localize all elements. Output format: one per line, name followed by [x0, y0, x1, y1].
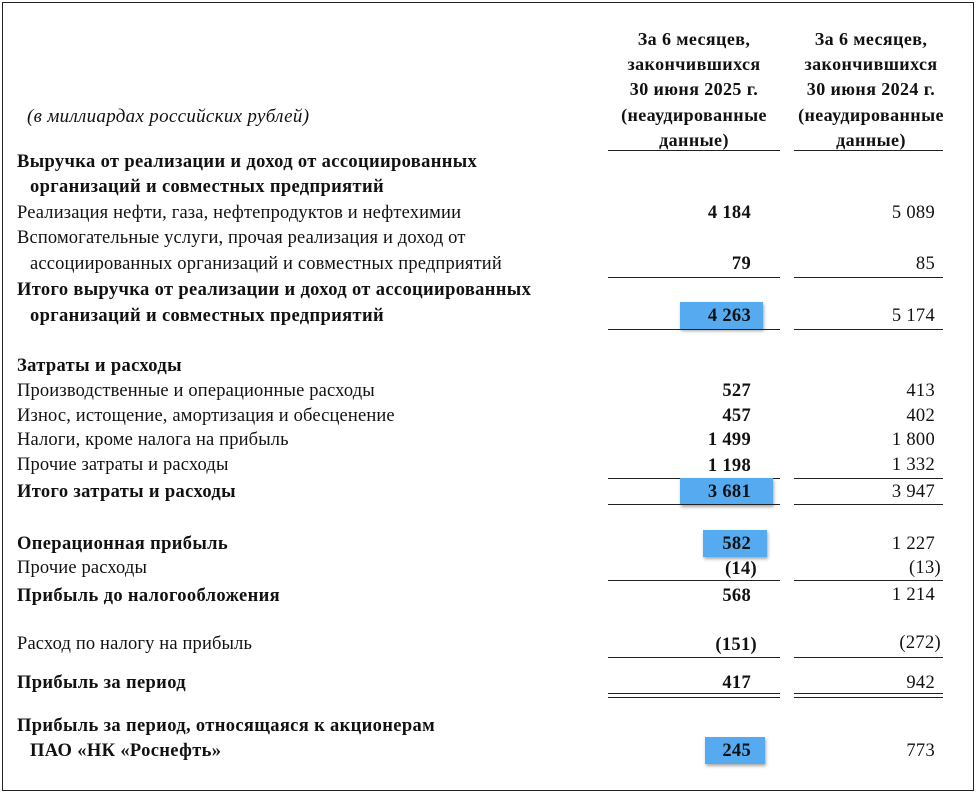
- dda-label: Износ, истощение, амортизация и обесценение: [17, 406, 395, 426]
- other-taxes-2025: 1 499: [707, 430, 751, 450]
- production-costs-2025: 527: [722, 381, 751, 401]
- net-profit-label: Прибыль за период: [17, 673, 186, 693]
- operating-profit-2024: 1 227: [891, 534, 935, 554]
- profit-before-tax-2024: 1 214: [891, 585, 935, 605]
- total-rule-2024: [794, 329, 943, 330]
- other-expenses-2024: (13): [908, 558, 941, 578]
- total-rule-2025: [608, 329, 780, 330]
- net-double-rule-b-2024: [794, 697, 943, 698]
- pbt-rule-2024: [794, 580, 943, 581]
- production-costs-label: Производственные и операционные расходы: [17, 381, 375, 401]
- aux-label-cont: ассоциированных организаций и совместных предприятий: [30, 254, 502, 274]
- total-costs-2025: 3 681: [707, 482, 751, 502]
- net-double-rule-b-2025: [608, 697, 780, 698]
- net-profit-2024: 942: [906, 673, 935, 693]
- income-tax-2024: (272): [899, 633, 941, 653]
- dda-2024: 402: [906, 406, 935, 426]
- total-revenue-label: Итого выручка от реализации и доход от ассоциированных: [17, 280, 532, 300]
- subtotal-rule-2025: [608, 277, 780, 278]
- subtotal-rule-2024: [794, 277, 943, 278]
- revenue-section-title: Выручка от реализации и доход от ассоциированных: [17, 152, 478, 172]
- attributable-profit-label: Прибыль за период, относящаяся к акционерам: [17, 716, 436, 736]
- other-costs-2025: 1 198: [707, 456, 751, 476]
- net-double-rule-a-2025: [608, 693, 780, 694]
- profit-before-tax-label: Прибыль до налогообложения: [17, 586, 280, 606]
- total-revenue-2024: 5 174: [891, 306, 935, 326]
- production-costs-2024: 413: [906, 381, 935, 401]
- sales-label: Реализация нефти, газа, нефтепродуктов и нефтехимии: [17, 203, 462, 223]
- net-profit-2025: 417: [722, 673, 751, 693]
- pbt-rule-2025: [608, 580, 780, 581]
- net-rule-2024: [794, 657, 943, 658]
- operating-profit-label: Операционная прибыль: [17, 534, 229, 554]
- header-rule-2024: [794, 150, 943, 151]
- revenue-section-title-cont: организаций и совместных предприятий: [30, 177, 384, 197]
- costs-total-rule-2025: [608, 504, 780, 505]
- total-costs-label: Итого затраты и расходы: [17, 482, 236, 502]
- attributable-profit-2024: 773: [906, 741, 935, 761]
- other-costs-label: Прочие затраты и расходы: [17, 455, 229, 475]
- unit-note: (в миллиардах российских рублей): [27, 106, 310, 127]
- income-tax-label: Расход по налогу на прибыль: [17, 634, 253, 654]
- net-rule-2025: [608, 657, 780, 658]
- sales-2024: 5 089: [891, 203, 935, 223]
- income-tax-2025: (151): [715, 635, 757, 655]
- profit-before-tax-2025: 568: [722, 586, 751, 606]
- column-header-2024: За 6 месяцев, закончившихся 30 июня 2024 г. (неаудированные данные): [798, 29, 944, 150]
- total-revenue-label-cont: организаций и совместных предприятий: [30, 306, 384, 326]
- total-costs-2024: 3 947: [891, 482, 935, 502]
- other-taxes-2024: 1 800: [891, 430, 935, 450]
- net-double-rule-a-2024: [794, 693, 943, 694]
- costs-section-title: Затраты и расходы: [17, 356, 182, 376]
- other-taxes-label: Налоги, кроме налога на прибыль: [17, 430, 289, 450]
- aux-label: Вспомогательные услуги, прочая реализация и доход от: [17, 228, 466, 248]
- aux-2024: 85: [915, 254, 935, 274]
- dda-2025: 457: [722, 406, 751, 426]
- costs-total-rule-2024: [794, 504, 943, 505]
- aux-2025: 79: [731, 254, 751, 274]
- other-expenses-2025: (14): [724, 559, 757, 579]
- header-rule-2025: [608, 150, 780, 151]
- operating-profit-2025: 582: [722, 534, 751, 554]
- other-expenses-label: Прочие расходы: [17, 558, 148, 578]
- column-header-2025: За 6 месяцев, закончившихся 30 июня 2025 г. (неаудированные данные): [621, 29, 767, 150]
- other-costs-2024: 1 332: [891, 455, 935, 475]
- sales-2025: 4 184: [707, 203, 751, 223]
- attributable-profit-label-cont: ПАО «НК «Роснефть»: [30, 741, 222, 761]
- costs-subtotal-rule-2024: [794, 478, 943, 479]
- total-revenue-2025: 4 263: [707, 306, 751, 326]
- attributable-profit-2025: 245: [722, 741, 751, 761]
